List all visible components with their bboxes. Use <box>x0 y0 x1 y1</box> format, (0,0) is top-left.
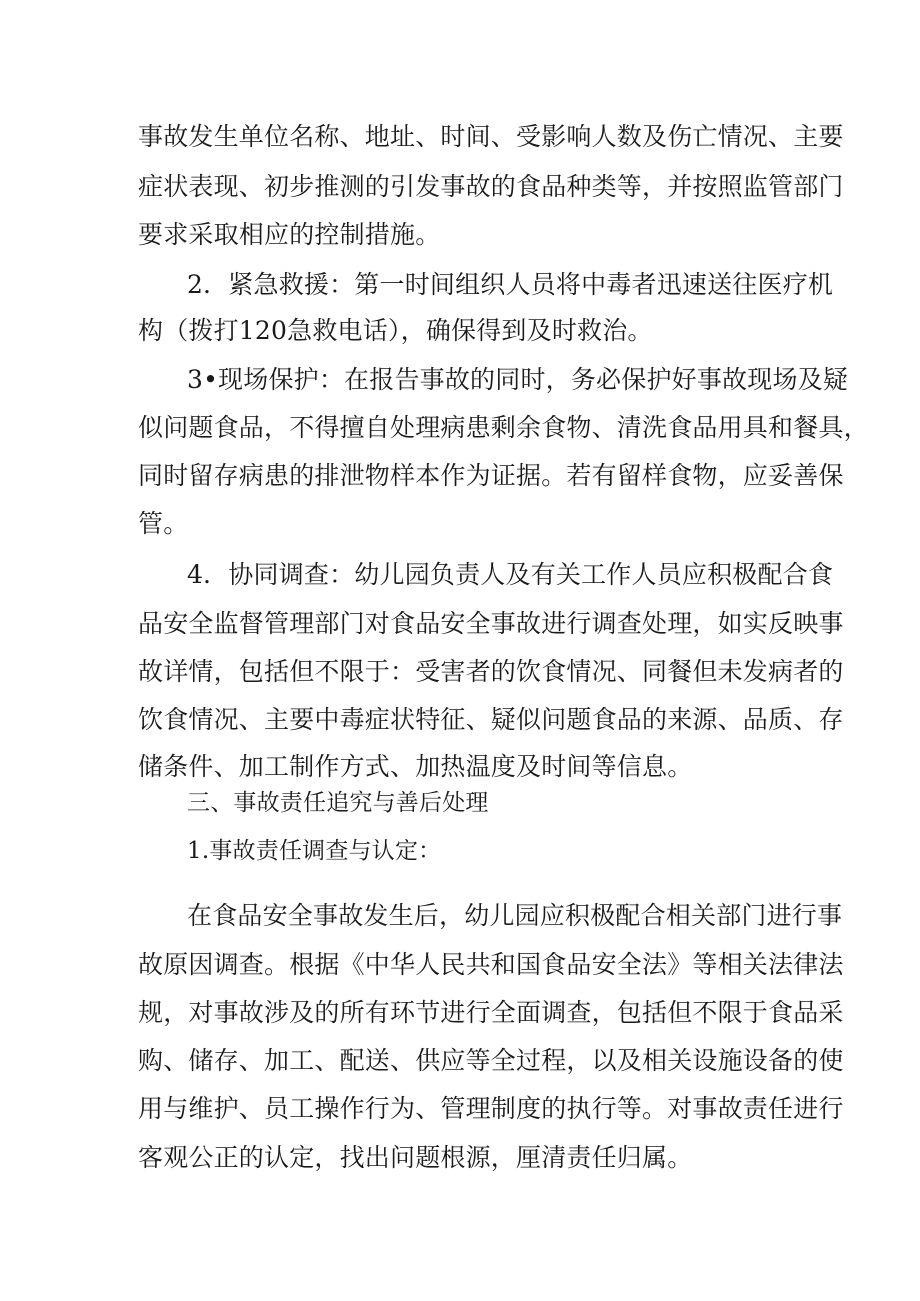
subheading: 1.事故责任调查与认定： <box>187 838 442 864</box>
text-line: 2．紧急救援：第一时间组织人员将中毒者迅速送往医疗机 <box>187 270 834 299</box>
text-line: 储条件、加工制作方式、加热温度及时间等信息。 <box>138 752 693 781</box>
text-line: 故原因调查。根据《中华人民共和国食品安全法》等相关法律法 <box>138 950 844 979</box>
text-line: 3•现场保护：在报告事故的同时，务必保护好事故现场及疑 <box>187 365 849 394</box>
text-line: 品安全监督管理部门对食品安全事故进行调查处理，如实反映事 <box>138 609 844 638</box>
text-line: 购、储存、加工、配送、供应等全过程，以及相关设施设备的使 <box>138 1046 844 1075</box>
text-line: 在食品安全事故发生后，幼儿园应积极配合相关部门进行事 <box>187 901 843 930</box>
text-line: 规，对事故涉及的所有环节进行全面调查，包括但不限于食品采 <box>138 998 844 1027</box>
text-line: 饮食情况、主要中毒症状特征、疑似问题食品的来源、品质、存 <box>138 705 844 734</box>
text-line: 同时留存病患的排泄物样本作为证据。若有留样食物，应妥善保 <box>138 461 844 490</box>
text-line: 4．协同调查：幼儿园负责人及有关工作人员应积极配合食 <box>187 560 834 589</box>
text-line: 管。 <box>138 509 189 538</box>
text-line: 构（拨打120急救电话），确保得到及时救治。 <box>138 316 653 345</box>
text-line: 客观公正的认定，找出问题根源，厘清责任归属。 <box>138 1143 693 1172</box>
text-line: 故详情，包括但不限于：受害者的饮食情况、同餐但未发病者的 <box>138 657 844 686</box>
section-heading: 三、事故责任追究与善后处理 <box>187 790 489 816</box>
text-line: 用与维护、员工操作行为、管理制度的执行等。对事故责任进行 <box>138 1094 844 1123</box>
text-line: 事故发生单位名称、地址、时间、受影响人数及伤亡情况、主要 <box>138 122 844 151</box>
text-line: 症状表现、初步推测的引发事故的食品种类等，并按照监管部门 <box>138 172 844 201</box>
text-line: 要求采取相应的控制措施。 <box>138 220 441 249</box>
text-line: 似问题食品，不得擅自处理病患剩余食物、清洗食品用具和餐具， <box>138 413 869 442</box>
